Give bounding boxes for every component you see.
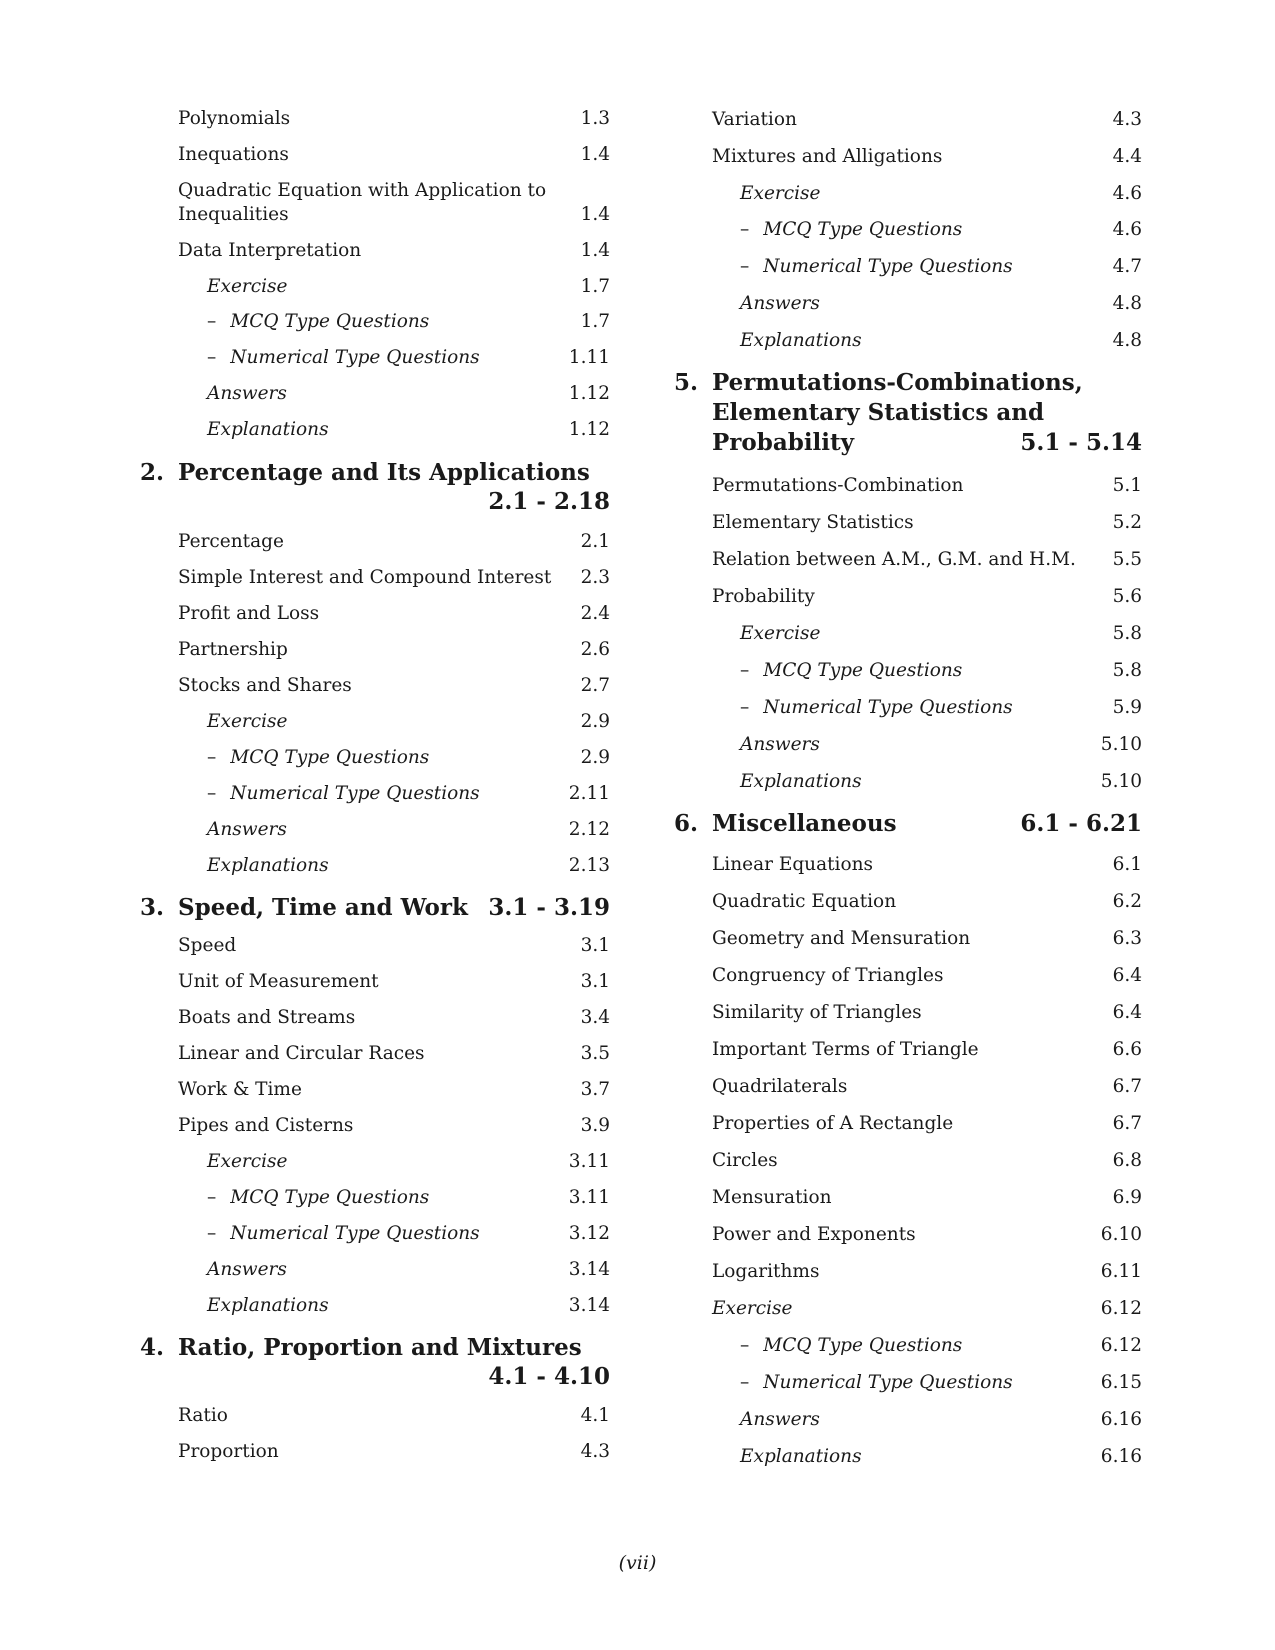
- entry-title: Probability: [712, 586, 815, 607]
- entry-page: 2.9: [580, 711, 610, 732]
- entry-title: Explanations: [207, 419, 329, 440]
- entry-page: 1.3: [580, 108, 610, 129]
- entry-page: 3.11: [568, 1151, 610, 1172]
- entry-title: Elementary Statistics: [712, 512, 914, 533]
- chapter-title-line2: Elementary Statistics and: [712, 399, 1045, 426]
- chapter-heading[interactable]: [674, 809, 1142, 838]
- entry-title: Exercise: [740, 623, 821, 644]
- entry-page: 1.7: [580, 276, 610, 297]
- chapter-title: Ratio, Proportion and Mixtures: [178, 1334, 582, 1361]
- dash-glyph: –: [740, 1335, 750, 1356]
- chapter-page-range: 6.1 - 6.21: [1020, 810, 1142, 837]
- entry-page: 5.6: [1112, 586, 1142, 607]
- entry-page: 4.6: [1112, 183, 1142, 204]
- entry-page: 4.3: [1112, 109, 1142, 130]
- entry-title: Explanations: [207, 1295, 329, 1316]
- entry-page: 2.6: [580, 639, 610, 660]
- entry-page: 4.7: [1112, 256, 1142, 277]
- entry-page: 5.10: [1100, 771, 1142, 792]
- entry-title: Exercise: [207, 1151, 288, 1172]
- entry-page: 6.1: [1112, 854, 1142, 875]
- chapter-number: 4.: [140, 1334, 165, 1361]
- dash-glyph: –: [207, 347, 217, 368]
- entry-page: 6.15: [1100, 1372, 1142, 1393]
- entry-title: Geometry and Mensuration: [712, 928, 971, 949]
- entry-title: Congruency of Triangles: [712, 965, 944, 986]
- entry-page: 2.9: [580, 747, 610, 768]
- entry-title: Explanations: [207, 855, 329, 876]
- chapter-heading[interactable]: [674, 368, 1142, 458]
- entry-page: 6.12: [1100, 1298, 1142, 1319]
- chapter-number: 3.: [140, 894, 165, 921]
- chapter-page-range: 5.1 - 5.14: [1020, 429, 1142, 456]
- entry-title: MCQ Type Questions: [763, 660, 963, 681]
- entry-page: 6.16: [1100, 1446, 1142, 1467]
- entry-title: MCQ Type Questions: [230, 747, 430, 768]
- entry-title: Mensuration: [712, 1187, 832, 1208]
- entry-title: Proportion: [178, 1441, 279, 1462]
- dash-glyph: –: [740, 697, 750, 718]
- entry-title: Exercise: [207, 276, 288, 297]
- entry-title: Percentage: [178, 531, 284, 552]
- entry-page: 1.7: [580, 311, 610, 332]
- dash-glyph: –: [740, 256, 750, 277]
- entry-title: Mixtures and Alligations: [712, 146, 943, 167]
- entry-title: Answers: [207, 383, 287, 404]
- chapter-heading[interactable]: [140, 458, 610, 516]
- entry-title: Exercise: [207, 711, 288, 732]
- entry-page: 2.12: [568, 819, 610, 840]
- entry-page: 5.1: [1112, 475, 1142, 496]
- entry-title: Explanations: [740, 771, 862, 792]
- entry-page: 6.9: [1112, 1187, 1142, 1208]
- entry-title: Boats and Streams: [178, 1007, 356, 1028]
- entry-page: 2.3: [580, 567, 610, 588]
- entry-page: 1.12: [568, 383, 610, 404]
- entry-page: 1.4: [580, 204, 610, 225]
- dash-glyph: –: [207, 783, 217, 804]
- entry-title: Relation between A.M., G.M. and H.M.: [712, 549, 1076, 570]
- dash-glyph: –: [740, 219, 750, 240]
- entry-page: 2.13: [568, 855, 610, 876]
- entry-title: Inequations: [178, 144, 289, 165]
- entry-page: 3.5: [580, 1043, 610, 1064]
- entry-title: Quadrilaterals: [712, 1076, 848, 1097]
- entry-page: 2.7: [580, 675, 610, 696]
- entry-page: 2.11: [568, 783, 610, 804]
- entry-title: Pipes and Cisterns: [178, 1115, 354, 1136]
- entry-title: Speed: [178, 935, 237, 956]
- chapter-heading[interactable]: [140, 893, 610, 922]
- entry-title: Similarity of Triangles: [712, 1002, 922, 1023]
- entry-title: Numerical Type Questions: [763, 1372, 1013, 1393]
- entry-page: 6.10: [1100, 1224, 1142, 1245]
- entry-title: Data Interpretation: [178, 240, 362, 261]
- entry-page: 6.16: [1100, 1409, 1142, 1430]
- entry-page: 6.2: [1112, 891, 1142, 912]
- entry-page: 6.3: [1112, 928, 1142, 949]
- entry-page: 3.14: [568, 1295, 610, 1316]
- entry-page: 3.1: [580, 935, 610, 956]
- entry-title: Explanations: [740, 1446, 862, 1467]
- entry-title: Answers: [207, 819, 287, 840]
- dash-glyph: –: [740, 1372, 750, 1393]
- chapter-number: 2.: [140, 459, 165, 486]
- entry-page: 1.11: [568, 347, 610, 368]
- entry-page: 4.3: [580, 1441, 610, 1462]
- entry-page: 4.8: [1112, 330, 1142, 351]
- entry-title: MCQ Type Questions: [230, 311, 430, 332]
- dash-glyph: –: [740, 660, 750, 681]
- entry-title: Exercise: [740, 183, 821, 204]
- toc-entry[interactable]: [178, 179, 610, 227]
- entry-page: 5.2: [1112, 512, 1142, 533]
- dash-glyph: –: [207, 747, 217, 768]
- chapter-title-line3: Probability: [712, 429, 855, 456]
- entry-title: Numerical Type Questions: [763, 256, 1013, 277]
- entry-title: Permutations-Combination: [712, 475, 964, 496]
- entry-title: Logarithms: [712, 1261, 820, 1282]
- entry-page: 3.7: [580, 1079, 610, 1100]
- entry-title: Simple Interest and Compound Interest: [178, 567, 552, 588]
- entry-title: Answers: [207, 1259, 287, 1280]
- chapter-title: Miscellaneous: [712, 810, 897, 837]
- entry-title-line2: Inequalities: [178, 204, 289, 225]
- entry-page: 5.9: [1112, 697, 1142, 718]
- entry-title: Linear and Circular Races: [178, 1043, 425, 1064]
- entry-title: Explanations: [740, 330, 862, 351]
- entry-page: 1.4: [580, 240, 610, 261]
- entry-title: Ratio: [178, 1405, 228, 1426]
- entry-page: 6.7: [1112, 1113, 1142, 1134]
- page-number-footer: (vii): [618, 1552, 657, 1574]
- dash-glyph: –: [207, 1187, 217, 1208]
- entry-title: Work & Time: [178, 1079, 302, 1100]
- entry-title: Variation: [712, 109, 797, 130]
- chapter-number: 5.: [674, 369, 699, 396]
- entry-page: 3.14: [568, 1259, 610, 1280]
- entry-page: 1.12: [568, 419, 610, 440]
- entry-page: 4.6: [1112, 219, 1142, 240]
- entry-title: Properties of A Rectangle: [712, 1113, 954, 1134]
- entry-title: Numerical Type Questions: [230, 1223, 480, 1244]
- dash-glyph: –: [207, 311, 217, 332]
- entry-title: Answers: [740, 1409, 820, 1430]
- entry-page: 5.8: [1112, 660, 1142, 681]
- chapter-page-range: 3.1 - 3.19: [488, 894, 610, 921]
- entry-page: 4.8: [1112, 293, 1142, 314]
- entry-title: Power and Exponents: [712, 1224, 916, 1245]
- chapter-title: Speed, Time and Work: [178, 894, 468, 921]
- entry-title-line1: Quadratic Equation with Application to: [178, 180, 547, 201]
- entry-title: Linear Equations: [712, 854, 874, 875]
- entry-page: 6.6: [1112, 1039, 1142, 1060]
- chapter-number: 6.: [674, 810, 699, 837]
- entry-page: 1.4: [580, 144, 610, 165]
- chapter-title-line1: Permutations-Combinations,: [712, 369, 1083, 396]
- entry-page: 6.12: [1100, 1335, 1142, 1356]
- chapter-page-range: 2.1 - 2.18: [488, 488, 610, 515]
- entry-page: 5.8: [1112, 623, 1142, 644]
- entry-title: MCQ Type Questions: [230, 1187, 430, 1208]
- entry-page: 6.4: [1112, 1002, 1142, 1023]
- entry-title: MCQ Type Questions: [763, 1335, 963, 1356]
- entry-title: Numerical Type Questions: [763, 697, 1013, 718]
- entry-page: 5.10: [1100, 734, 1142, 755]
- entry-page: 4.4: [1112, 146, 1142, 167]
- entry-page: 4.1: [580, 1405, 610, 1426]
- entry-title: Profit and Loss: [178, 603, 320, 624]
- entry-title: Polynomials: [178, 108, 291, 129]
- entry-title: Important Terms of Triangle: [712, 1039, 979, 1060]
- entry-page: 6.7: [1112, 1076, 1142, 1097]
- entry-page: 3.11: [568, 1187, 610, 1208]
- entry-title: Numerical Type Questions: [230, 347, 480, 368]
- entry-title: Quadratic Equation: [712, 891, 897, 912]
- entry-page: 3.12: [568, 1223, 610, 1244]
- dash-glyph: –: [207, 1223, 217, 1244]
- entry-page: 2.1: [580, 531, 610, 552]
- entry-page: 6.8: [1112, 1150, 1142, 1171]
- entry-title: Circles: [712, 1150, 778, 1171]
- entry-page: 6.11: [1100, 1261, 1142, 1282]
- entry-title: Answers: [740, 734, 820, 755]
- entry-page: 6.4: [1112, 965, 1142, 986]
- entry-page: 5.5: [1112, 549, 1142, 570]
- entry-title: MCQ Type Questions: [763, 219, 963, 240]
- chapter-heading[interactable]: [140, 1333, 610, 1391]
- entry-page: 3.4: [580, 1007, 610, 1028]
- chapter-page-range: 4.1 - 4.10: [488, 1363, 610, 1390]
- entry-title: Partnership: [178, 639, 288, 660]
- chapter-title: Percentage and Its Applications: [178, 459, 590, 486]
- entry-page: 2.4: [580, 603, 610, 624]
- entry-title: Exercise: [712, 1298, 793, 1319]
- entry-title: Stocks and Shares: [178, 675, 352, 696]
- entry-title: Numerical Type Questions: [230, 783, 480, 804]
- entry-page: 3.1: [580, 971, 610, 992]
- entry-title: Answers: [740, 293, 820, 314]
- entry-page: 3.9: [580, 1115, 610, 1136]
- entry-title: Unit of Measurement: [178, 971, 379, 992]
